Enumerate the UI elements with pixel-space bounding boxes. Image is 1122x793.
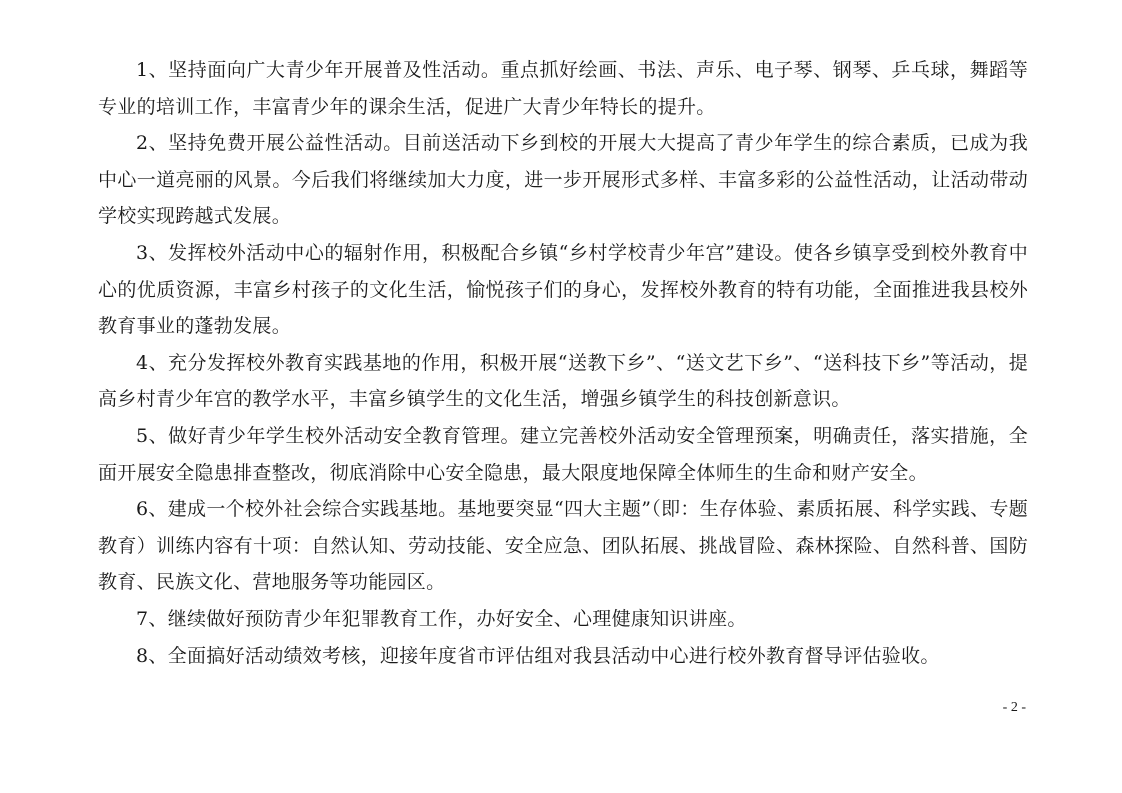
paragraph-5: 5、做好青少年学生校外活动安全教育管理。建立完善校外活动安全管理预案，明确责任，落实措施，全面开展安全隐患排查整改，彻底消除中心安全隐患，最大限度地保障全体师生的生命和财产安全。 [98,424,1028,484]
paragraph-7: 7、继续做好预防青少年犯罪教育工作，办好安全、心理健康知识讲座。 [136,607,747,630]
paragraph-3: 3、发挥校外活动中心的辐射作用，积极配合乡镇“乡村学校青少年宫”建设。使各乡镇享受到校外教育中心的优质资源，丰富乡村孩子的文化生活，愉悦孩子们的身心，发挥校外教育的特有功能，全面推进我县校外教育事业的蓬勃发展。 [98,241,1028,338]
paragraph-6: 6、建成一个校外社会综合实践基地。基地要突显“四大主题”（即：生存体验、素质拓展、科学实践、专题教育）训练内容有十项：自然认知、劳动技能、安全应急、团队拓展、挑战冒险、森林探险、自然科普、国防教育、民族文化、营地服务等功能园区。 [98,498,1028,594]
paragraph-4: 4、充分发挥校外教育实践基地的作用，积极开展“送教下乡”、“送文艺下乡”、“送科技下乡”等活动，提高乡村青少年宫的教学水平，丰富乡镇学生的文化生活，增强乡镇学生的科技创新意识。 [98,351,1028,411]
paragraph-2: 2、坚持免费开展公益性活动。目前送活动下乡到校的开展大大提高了青少年学生的综合素质，已成为我中心一道亮丽的风景。今后我们将继续加大力度，进一步开展形式多样、丰富多彩的公益性活动，让活动带动学校实现跨越式发展。 [98,132,1028,228]
page-number: - 2 - [1002,700,1026,715]
paragraph-8: 8、全面搞好活动绩效考核，迎接年度省市评估组对我县活动中心进行校外教育督导评估验收。 [136,644,940,667]
document-body [98,52,1028,674]
paragraph-1: 1、坚持面向广大青少年开展普及性活动。重点抓好绘画、书法、声乐、电子琴、钢琴、乒乓球，舞蹈等专业的培训工作，丰富青少年的课余生活，促进广大青少年特长的提升。 [98,59,1028,118]
